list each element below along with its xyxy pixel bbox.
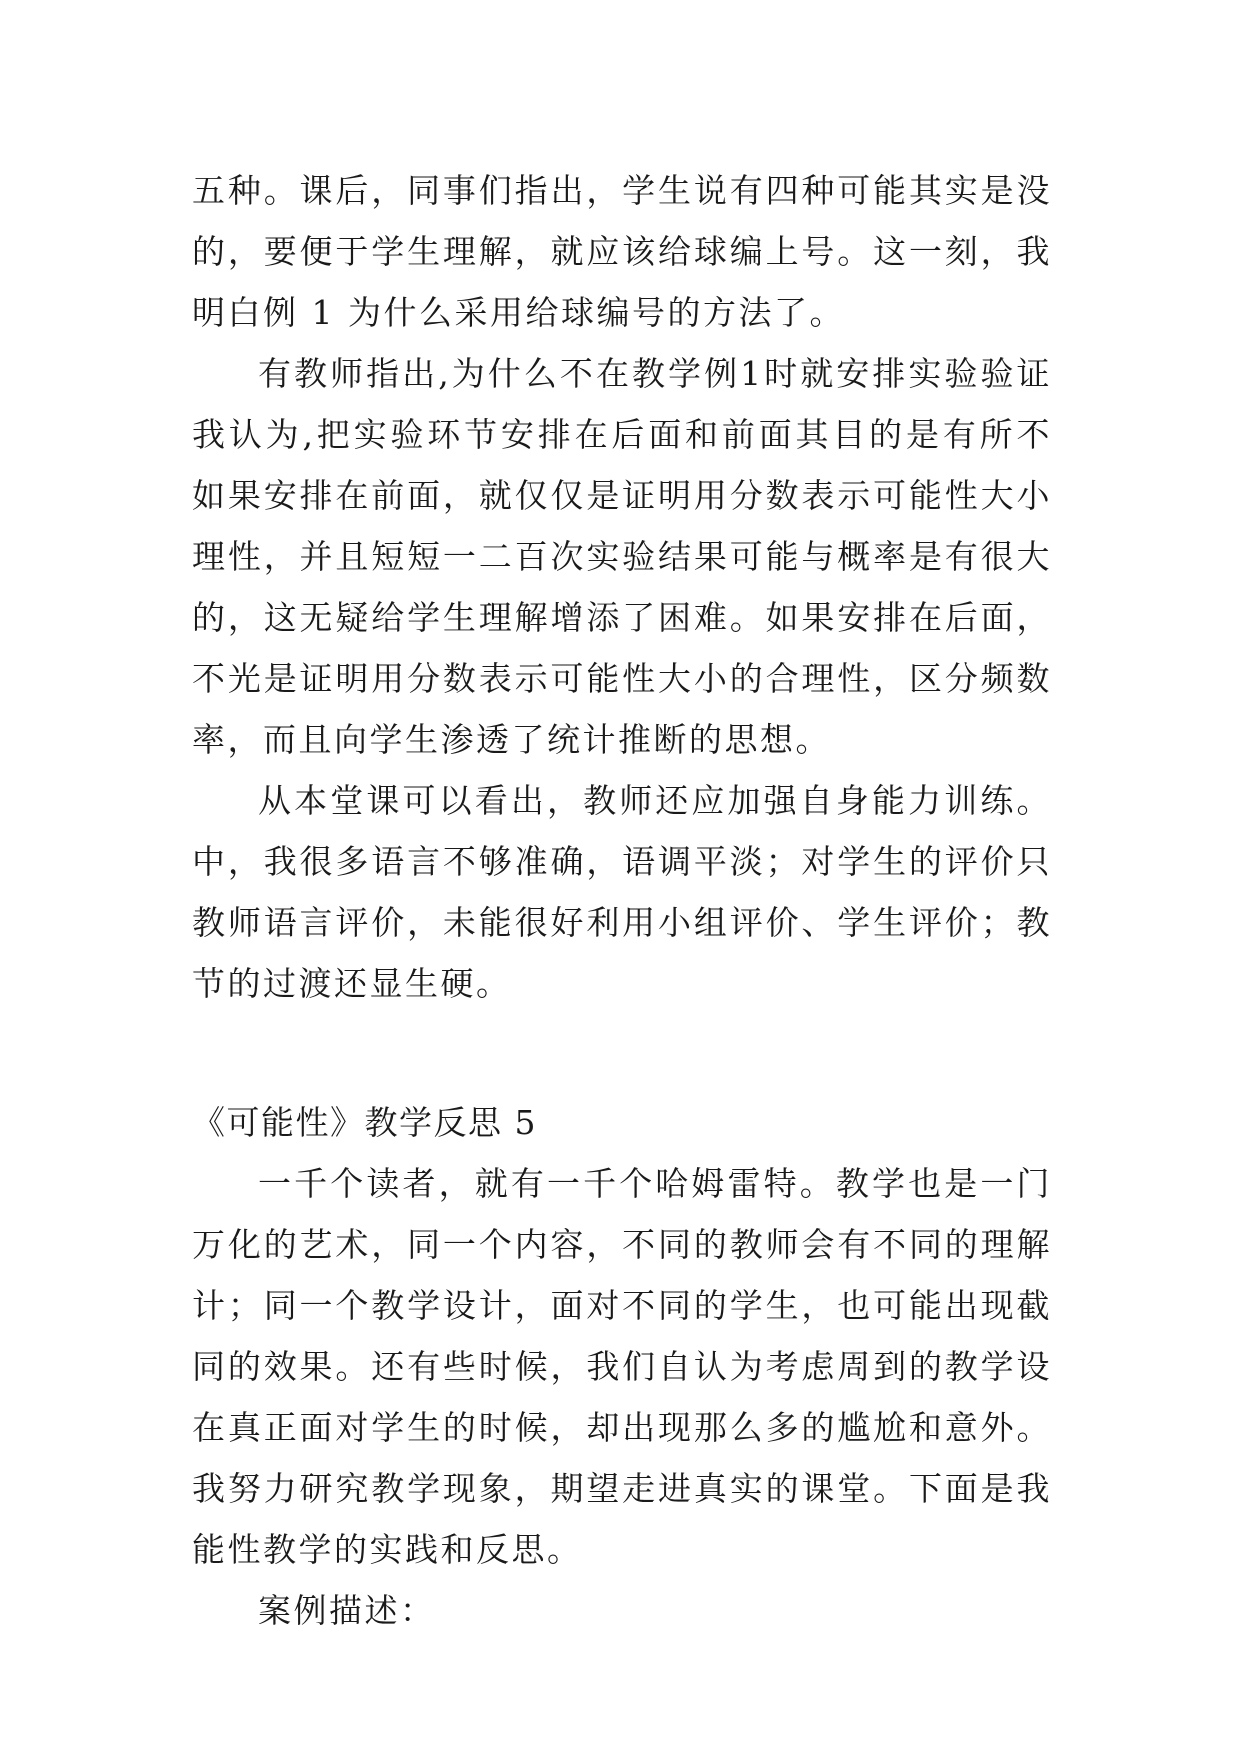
- paragraph-continuation: [192, 160, 1052, 343]
- text-line: 万化的艺术，同一个内容，不同的教师会有不同的理解: [192, 1225, 1052, 1264]
- paragraph-intro: [192, 1153, 1052, 1580]
- text-line: 一千个读者，就有一千个哈姆雷特。教学也是一门: [258, 1164, 1052, 1203]
- text-line: 不光是证明用分数表示可能性大小的合理性，区分频数: [192, 659, 1052, 698]
- text-line: 有教师指出,为什么不在教学例1时就安排实验验证: [258, 354, 1052, 393]
- text-line: 五种。课后，同事们指出，学生说有四种可能其实是没: [192, 171, 1052, 210]
- text-line: 如果安排在前面，就仅仅是证明用分数表示可能性大小: [192, 476, 1052, 515]
- text-line: 同的效果。还有些时候，我们自认为考虑周到的教学设: [192, 1347, 1052, 1386]
- paragraph-case: [192, 1580, 1052, 1641]
- paragraph-self-reflection: [192, 770, 1052, 1014]
- text-line: 教师语言评价，未能很好利用小组评价、学生评价；教: [192, 903, 1052, 942]
- text-line: 率，而且向学生渗透了统计推断的思想。: [192, 720, 831, 759]
- text-line: 节的过渡还显生硬。: [192, 964, 512, 1003]
- text-line: 我努力研究教学现象，期望走进真实的课堂。下面是我: [192, 1469, 1052, 1508]
- text-line: 在真正面对学生的时候，却出现那么多的尴尬和意外。: [192, 1408, 1052, 1447]
- text-line: 计；同一个教学设计，面对不同的学生，也可能出现截: [192, 1286, 1052, 1325]
- text-line: 的，这无疑给学生理解增添了困难。如果安排在后面，: [192, 598, 1052, 637]
- section-spacer: [192, 1014, 1052, 1092]
- text-line: 中，我很多语言不够准确，语调平淡；对学生的评价只: [192, 842, 1052, 881]
- text-line: 从本堂课可以看出，教师还应加强自身能力训练。: [258, 781, 1052, 820]
- text-line: 理性，并且短短一二百次实验结果可能与概率是有很大: [192, 537, 1052, 576]
- section-heading: 《可能性》教学反思 5: [192, 1103, 537, 1142]
- paragraph-experiment: [192, 343, 1052, 770]
- document-body: [192, 160, 1052, 1641]
- text-line: 能性教学的实践和反思。: [192, 1530, 583, 1569]
- text-line: 的，要便于学生理解，就应该给球编上号。这一刻，我: [192, 232, 1052, 271]
- text-line: 明白例 1 为什么采用给球编号的方法了。: [192, 293, 845, 332]
- text-line: 案例描述：: [258, 1591, 436, 1630]
- text-line: 我认为,把实验环节安排在后面和前面其目的是有所不: [192, 415, 1052, 454]
